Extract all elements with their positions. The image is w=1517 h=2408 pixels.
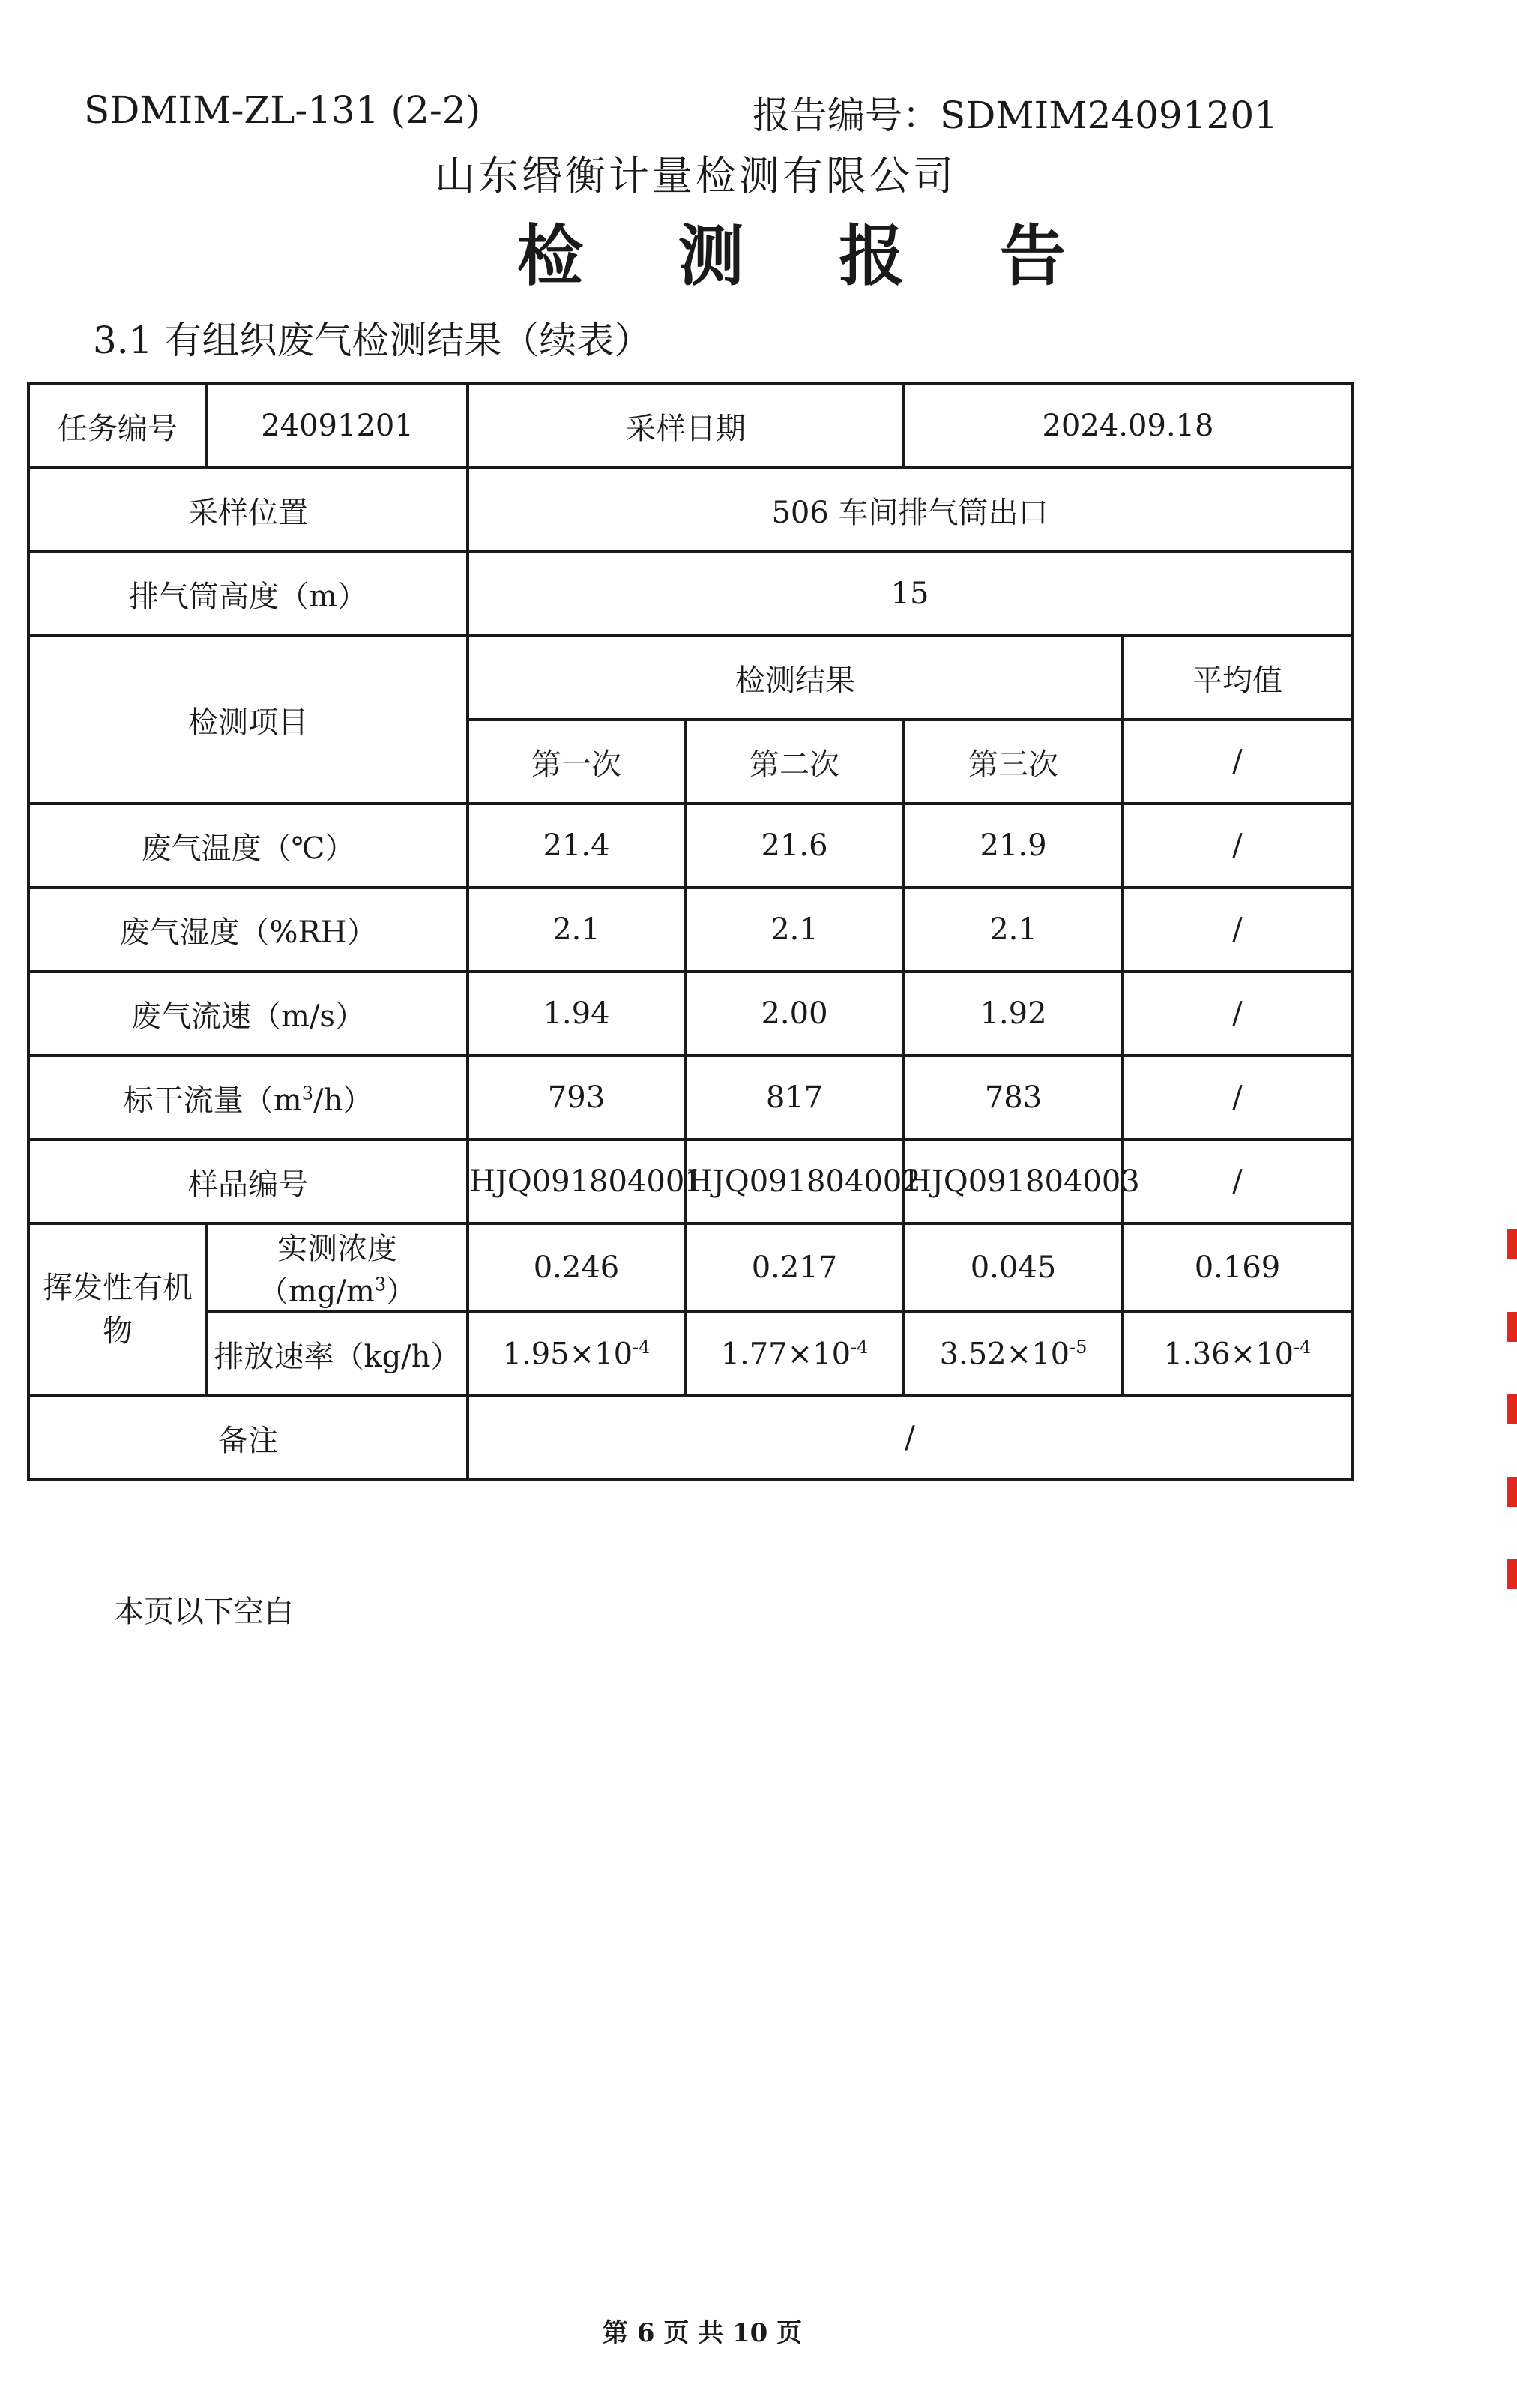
- row-label: 样品编号: [28, 1140, 468, 1223]
- location-label: 采样位置: [28, 468, 468, 552]
- cell-average: /: [1123, 1056, 1352, 1140]
- cell-value: 21.9: [904, 804, 1123, 888]
- cell-value: $1.77\times 10^{-4}$: [685, 1312, 904, 1396]
- section-heading: 3.1 有组织废气检测结果（续表）: [93, 319, 652, 362]
- run-2-label: 第二次: [685, 720, 904, 804]
- cell-value: 793: [468, 1056, 685, 1140]
- results-label: 检测结果: [468, 636, 1123, 720]
- cell-value: 817: [685, 1056, 904, 1140]
- run-1-label: 第一次: [468, 720, 685, 804]
- voc-label: 挥发性有机物: [28, 1223, 207, 1396]
- cell-value: HJQ091804002: [685, 1140, 904, 1223]
- cell-value: HJQ091804003: [904, 1140, 1123, 1223]
- cell-value: 21.6: [685, 804, 904, 888]
- table-row: [28, 804, 1352, 888]
- table-row: [28, 1223, 1352, 1312]
- table-row: [28, 1056, 1352, 1140]
- cell-value: $3.52\times 10^{-5}$: [904, 1312, 1123, 1396]
- average-dash: /: [1123, 720, 1352, 804]
- table-row: [28, 1312, 1352, 1396]
- cell-value: 2.1: [468, 888, 685, 972]
- document-code: SDMIM-ZL-131 (2-2): [84, 88, 481, 132]
- remark-label: 备注: [28, 1396, 468, 1480]
- row-label: 废气温度（℃）: [28, 804, 468, 888]
- cell-value: 783: [904, 1056, 1123, 1140]
- cell-value: 1.92: [904, 972, 1123, 1056]
- table-row: [28, 1140, 1352, 1223]
- cell-value: 0.045: [904, 1223, 1123, 1312]
- row-label: 标干流量$(m^3/h)$: [28, 1056, 468, 1140]
- sampling-date-value: 2024.09.18: [904, 384, 1352, 468]
- table-row: [28, 636, 1352, 720]
- table-row: [28, 972, 1352, 1056]
- stack-height-label: 排气筒高度（m）: [28, 552, 468, 636]
- blank-page-note: 本页以下空白: [114, 1595, 294, 1629]
- results-table: [27, 382, 1354, 1481]
- cell-value: 2.1: [904, 888, 1123, 972]
- cell-value: 2.00: [685, 972, 904, 1056]
- stack-height-value: 15: [468, 552, 1352, 636]
- average-label: 平均值: [1123, 636, 1352, 720]
- report-number: 报告编号：SDMIM24091201: [753, 94, 1278, 137]
- task-no-value: 24091201: [207, 384, 468, 468]
- location-value: 506 车间排气筒出口: [468, 468, 1352, 552]
- cell-value: 21.4: [468, 804, 685, 888]
- task-no-label: 任务编号: [28, 384, 207, 468]
- cell-average: $1.36\times 10^{-4}$: [1123, 1312, 1352, 1396]
- report-title: 检 测 报 告: [517, 217, 1102, 295]
- row-label: 废气湿度（%RH）: [28, 888, 468, 972]
- item-label: 检测项目: [28, 636, 468, 804]
- remark-value: /: [468, 1396, 1352, 1480]
- row-label: 废气流速（m/s）: [28, 972, 468, 1056]
- table-row: [28, 468, 1352, 552]
- cell-value: 2.1: [685, 888, 904, 972]
- cell-average: /: [1123, 1140, 1352, 1223]
- cell-average: 0.169: [1123, 1223, 1352, 1312]
- page-footer: 第 6 页 共 10 页: [603, 2318, 803, 2348]
- row-label: 排放速率（kg/h）: [207, 1312, 468, 1396]
- cell-average: /: [1123, 972, 1352, 1056]
- cell-value: HJQ091804001: [468, 1140, 685, 1223]
- table-row: [28, 552, 1352, 636]
- cell-value: $1.95\times 10^{-4}$: [468, 1312, 685, 1396]
- cell-value: 0.217: [685, 1223, 904, 1312]
- table-row: [28, 888, 1352, 972]
- row-label: 实测浓度$(mg/m^3)$: [207, 1223, 468, 1312]
- seal-edge-image: [1507, 1229, 1517, 1589]
- table-row: [28, 1396, 1352, 1480]
- run-3-label: 第三次: [904, 720, 1123, 804]
- cell-average: /: [1123, 804, 1352, 888]
- cell-value: 1.94: [468, 972, 685, 1056]
- sampling-date-label: 采样日期: [468, 384, 904, 468]
- cell-value: 0.246: [468, 1223, 685, 1312]
- table-row: [28, 384, 1352, 468]
- company-name: 山东缗衡计量检测有限公司: [435, 152, 956, 199]
- cell-average: /: [1123, 888, 1352, 972]
